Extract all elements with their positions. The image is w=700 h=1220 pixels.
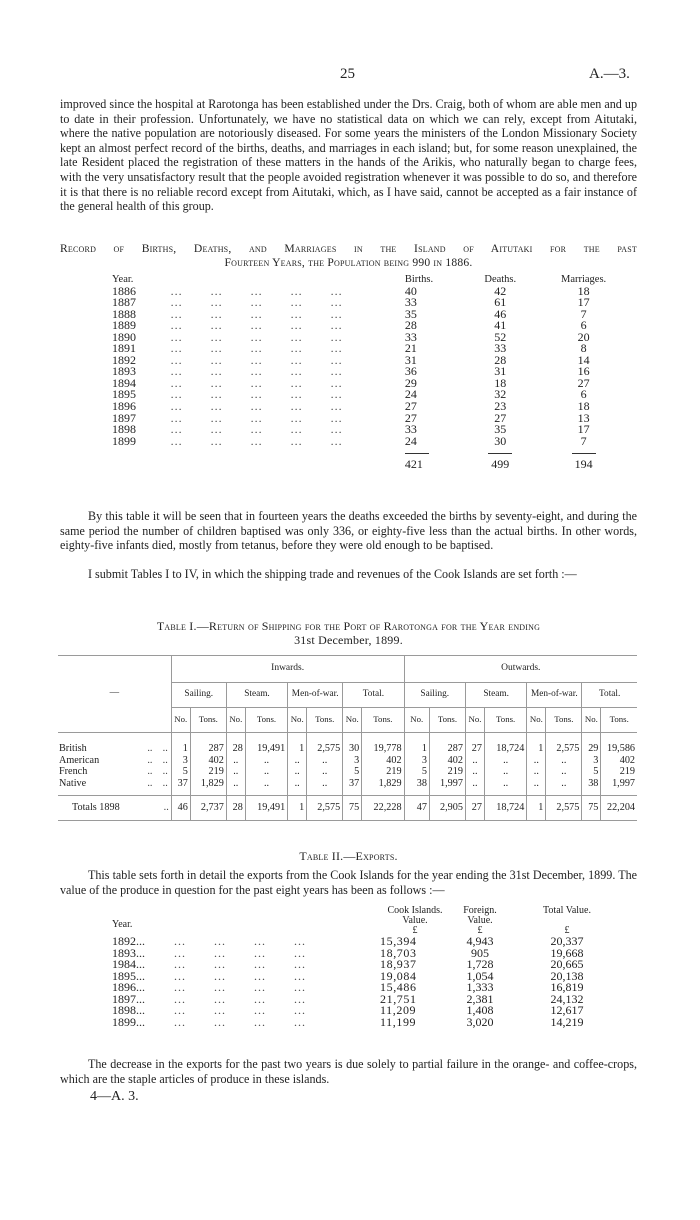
marriages-value: 7 — [580, 306, 587, 321]
births-row — [112, 413, 624, 425]
shipping-cell: 219 — [429, 766, 465, 778]
shipping-cell: 37 — [343, 778, 362, 796]
shipping-cell: 1 — [171, 733, 190, 755]
births-value: 28 — [404, 318, 417, 333]
leader-dots: ... ... ... ... ... — [170, 401, 343, 413]
col-header-tons: Tons. — [245, 708, 287, 733]
shipping-total-cell: 27 — [465, 796, 484, 821]
exports-cook-islands-value: 18,937 — [380, 957, 417, 972]
total-marriages: 194 — [574, 456, 593, 471]
deaths-value: 33 — [494, 341, 507, 356]
shipping-cell: 1,997 — [429, 778, 465, 796]
births-row — [112, 332, 624, 344]
shipping-cell: 402 — [601, 755, 637, 767]
marriages-value: 7 — [580, 433, 587, 448]
document-reference: A.—3. — [589, 66, 630, 82]
shipping-cell: .. — [307, 766, 343, 778]
births-year: 1897 — [112, 410, 136, 425]
shipping-total-cell: 1 — [527, 796, 546, 821]
shipping-total-cell: 47 — [404, 796, 429, 821]
shipping-row — [58, 766, 637, 778]
births-value: 24 — [404, 433, 417, 448]
shipping-cell: 3 — [171, 755, 190, 767]
leader-dots: ... ... ... ... — [162, 982, 306, 994]
births-value: 27 — [404, 399, 417, 414]
exports-table — [112, 906, 624, 1028]
leader-dots: ... ... ... ... — [162, 970, 306, 983]
shipping-cell: .. — [527, 778, 546, 796]
shipping-total-cell: 19,491 — [245, 796, 287, 821]
births-year: 1893 — [112, 364, 136, 379]
shipping-cell: 287 — [429, 733, 465, 755]
leader-dots: ... ... ... ... ... — [170, 285, 343, 298]
col-header-tons: Tons. — [546, 708, 582, 733]
shipping-cell: 19,491 — [245, 733, 287, 755]
col-header-tons: Tons. — [429, 708, 465, 733]
shipping-total-cell: 75 — [582, 796, 601, 821]
shipping-total-cell: 46 — [171, 796, 190, 821]
col-header-no: No. — [404, 708, 429, 733]
shipping-cell: .. — [465, 755, 484, 767]
total-deaths: 499 — [491, 456, 510, 471]
births-year: 1899 — [112, 433, 136, 448]
col-header-tons: Tons. — [601, 708, 637, 733]
marriages-value: 6 — [580, 387, 587, 402]
exports-row — [112, 936, 624, 948]
col-header-tons: Tons. — [362, 708, 404, 733]
births-deaths-marriages-table — [112, 274, 624, 470]
births-year: 1898 — [112, 422, 136, 437]
shipping-cell: .. — [484, 778, 526, 796]
leader-dots: ... ... ... ... ... — [170, 308, 343, 321]
exports-col-cook-1: Cook Islands. — [387, 905, 443, 916]
shipping-cell: 18,724 — [484, 733, 526, 755]
leader-dots: .. .. — [147, 766, 168, 777]
exports-col-foreign-pound: £ — [477, 925, 483, 936]
leader-dots: ... ... ... ... ... — [170, 377, 343, 390]
shipping-cell: 402 — [429, 755, 465, 767]
leader-dots: ... ... ... ... — [162, 993, 306, 1006]
births-value: 29 — [404, 375, 417, 390]
shipping-cell: 1 — [527, 733, 546, 755]
deaths-value: 52 — [494, 329, 507, 344]
col-header-deaths: Deaths. — [484, 274, 517, 286]
leader-dots: ... ... ... ... ... — [170, 389, 343, 402]
marriages-value: 18 — [577, 399, 590, 414]
inwards-men-of-war: Men-of-war. — [288, 683, 343, 708]
births-year: 1886 — [112, 283, 136, 298]
marriages-value: 20 — [577, 329, 590, 344]
exports-col-total: Total Value. — [543, 905, 591, 916]
exports-total-value: 20,138 — [550, 968, 584, 983]
births-value: 33 — [404, 422, 417, 437]
exports-year: 1899... — [112, 1014, 145, 1029]
births-row — [112, 424, 624, 436]
shipping-row — [58, 733, 637, 755]
exports-row — [112, 971, 624, 983]
births-row — [112, 389, 624, 401]
shipping-cell: 1,829 — [362, 778, 404, 796]
shipping-cell: 219 — [190, 766, 226, 778]
marriages-value: 17 — [577, 295, 590, 310]
exports-row — [112, 982, 624, 994]
shipping-cell: 30 — [343, 733, 362, 755]
shipping-cell: .. — [226, 766, 245, 778]
col-header-year: Year. — [112, 274, 134, 286]
group-inwards: Inwards. — [171, 656, 404, 683]
marriages-value: 17 — [577, 422, 590, 437]
deaths-value: 46 — [494, 306, 507, 321]
marriages-value: 13 — [577, 410, 590, 425]
exports-cook-islands-value: 19,084 — [380, 968, 417, 983]
births-value: 31 — [404, 352, 417, 367]
exports-year: 1984... — [112, 957, 145, 972]
leader-dots: ... ... ... ... — [162, 947, 306, 960]
births-row — [112, 378, 624, 390]
leader-dots: ... ... ... ... — [162, 959, 306, 971]
exports-foreign-value: 1,333 — [466, 980, 494, 995]
exports-cook-islands-value: 21,751 — [380, 991, 417, 1006]
deaths-value: 35 — [494, 422, 507, 437]
col-header-no: No. — [343, 708, 362, 733]
births-year: 1891 — [112, 341, 136, 356]
exports-foreign-value: 1,408 — [466, 1003, 494, 1018]
leader-dots: ... ... ... ... ... — [170, 354, 343, 367]
shipping-cell: 19,778 — [362, 733, 404, 755]
births-table-caption-line1: Record of Births, Deaths, and Marriages in the Island of Aitutaki for the past — [60, 242, 637, 255]
shipping-cell: 1 — [288, 733, 307, 755]
exports-total-value: 19,668 — [550, 945, 584, 960]
deaths-value: 27 — [494, 410, 507, 425]
exports-row — [112, 994, 624, 1006]
exports-total-value: 12,617 — [550, 1003, 584, 1018]
deaths-value: 42 — [494, 283, 507, 298]
deaths-value: 32 — [494, 387, 507, 402]
shipping-cell: .. — [465, 766, 484, 778]
page-number: 25 — [340, 66, 355, 82]
shipping-cell: 2,575 — [546, 733, 582, 755]
births-value: 33 — [404, 295, 417, 310]
outwards-men-of-war: Men-of-war. — [527, 683, 582, 708]
births-value: 36 — [404, 364, 417, 379]
shipping-cell: 37 — [171, 778, 190, 796]
shipping-cell: .. — [245, 766, 287, 778]
exports-row — [112, 1005, 624, 1017]
shipping-cell: 219 — [362, 766, 404, 778]
shipping-totals-label: Totals 1898 .. — [58, 796, 171, 821]
exports-year: 1895... — [112, 968, 145, 983]
shipping-cell: .. — [527, 766, 546, 778]
shipping-total-cell: 2,737 — [190, 796, 226, 821]
births-value: 40 — [404, 283, 417, 298]
body-paragraph-tables-intro: I submit Tables I to IV, in which the shipping trade and revenues of the Cook Islands are set forth :— — [88, 567, 577, 581]
shipping-cell: 1 — [404, 733, 429, 755]
births-table-caption-line2: Fourteen Years, the Population being 990 in 1886. — [224, 256, 473, 269]
leader-dots: ... ... ... ... — [162, 1005, 306, 1017]
col-header-no: No. — [465, 708, 484, 733]
group-outwards: Outwards. — [404, 656, 637, 683]
exports-row — [112, 1017, 624, 1029]
leader-dots: .. — [163, 802, 169, 814]
exports-cook-islands-value: 15,394 — [380, 934, 417, 949]
exports-row — [112, 959, 624, 971]
shipping-cell: .. — [307, 755, 343, 767]
shipping-cell: .. — [465, 778, 484, 796]
shipping-cell: .. — [484, 766, 526, 778]
shipping-cell: .. — [527, 755, 546, 767]
births-row — [112, 366, 624, 378]
shipping-row — [58, 755, 637, 767]
deaths-value: 31 — [494, 364, 507, 379]
births-value: 35 — [404, 306, 417, 321]
leader-dots: ... ... ... ... ... — [170, 435, 343, 448]
marriages-value: 18 — [577, 283, 590, 298]
exports-col-year: Year. — [112, 919, 133, 930]
shipping-row-label: British .. .. — [58, 733, 171, 755]
births-row — [112, 343, 624, 355]
leader-dots: .. .. — [147, 743, 168, 754]
births-row — [112, 309, 624, 321]
total-births: 421 — [404, 456, 423, 471]
births-value: 24 — [404, 387, 417, 402]
shipping-total-cell: 1 — [288, 796, 307, 821]
deaths-value: 61 — [494, 295, 507, 310]
col-header-tons: Tons. — [190, 708, 226, 733]
exports-year: 1892... — [112, 934, 145, 949]
births-row — [112, 436, 624, 448]
shipping-cell: .. — [546, 755, 582, 767]
deaths-value: 28 — [494, 352, 507, 367]
marriages-value: 8 — [580, 341, 587, 356]
shipping-table-caption-line2: 31st December, 1899. — [294, 633, 403, 647]
col-header-no: No. — [226, 708, 245, 733]
shipping-cell: 3 — [582, 755, 601, 767]
exports-table-caption: Table II.—Exports. — [299, 849, 398, 863]
outwards-total: Total. — [582, 683, 637, 708]
leader-dots: ... ... ... ... ... — [170, 424, 343, 436]
births-year: 1889 — [112, 318, 136, 333]
shipping-cell: .. — [484, 755, 526, 767]
outwards-steam: Steam. — [465, 683, 526, 708]
inwards-total: Total. — [343, 683, 404, 708]
shipping-cell: .. — [546, 766, 582, 778]
shipping-cell: 5 — [343, 766, 362, 778]
exports-total-value: 20,665 — [550, 957, 584, 972]
shipping-total-cell: 2,575 — [546, 796, 582, 821]
body-paragraph-analysis: By this table it will be seen that in fourteen years the deaths exceeded the births by seventy-eight, and during the same period the number of children baptised was only 336, or eighty-five less than the actual births. In other words, eighty-five infants died, mostly from tetanus, before they were old enough to be baptised. — [60, 509, 637, 553]
shipping-cell: 402 — [362, 755, 404, 767]
col-header-tons: Tons. — [484, 708, 526, 733]
deaths-value: 23 — [494, 399, 507, 414]
exports-total-value: 24,132 — [550, 991, 584, 1006]
col-header-no: No. — [288, 708, 307, 733]
leader-dots: ... ... ... ... ... — [170, 412, 343, 425]
shipping-row-label: American .. .. — [58, 755, 171, 767]
exports-year: 1898... — [112, 1003, 145, 1018]
exports-col-cook-2: Value. — [402, 915, 428, 926]
exports-cook-islands-value: 15,486 — [380, 980, 417, 995]
shipping-cell: .. — [288, 755, 307, 767]
footer-reference: 4—A. 3. — [90, 1089, 139, 1104]
shipping-cell: 5 — [582, 766, 601, 778]
shipping-cell: 38 — [582, 778, 601, 796]
shipping-total-cell: 28 — [226, 796, 245, 821]
shipping-cell: 1,829 — [190, 778, 226, 796]
leader-dots: ... ... ... ... ... — [170, 366, 343, 378]
exports-col-foreign-1: Foreign. — [463, 905, 497, 916]
births-year: 1894 — [112, 375, 136, 390]
leader-dots: ... ... ... ... — [162, 1016, 306, 1029]
births-row — [112, 286, 624, 298]
exports-cook-islands-value: 18,703 — [380, 945, 417, 960]
exports-total-value: 16,819 — [550, 980, 584, 995]
exports-foreign-value: 4,943 — [466, 934, 494, 949]
births-value: 33 — [404, 329, 417, 344]
marriages-value: 6 — [580, 318, 587, 333]
exports-foreign-value: 1,728 — [466, 957, 494, 972]
shipping-total-cell: 18,724 — [484, 796, 526, 821]
shipping-cell: 29 — [582, 733, 601, 755]
births-year: 1887 — [112, 295, 136, 310]
leader-dots: .. .. — [147, 754, 168, 766]
exports-cook-islands-value: 11,209 — [380, 1003, 417, 1018]
shipping-cell: .. — [307, 778, 343, 796]
shipping-cell: 402 — [190, 755, 226, 767]
exports-total-value: 14,219 — [550, 1014, 584, 1029]
exports-foreign-value: 2,381 — [466, 991, 494, 1006]
col-header-births: Births. — [404, 274, 434, 286]
leader-dots: ... ... ... ... ... — [170, 297, 343, 309]
exports-year: 1896... — [112, 980, 145, 995]
shipping-row — [58, 778, 637, 796]
births-value: 21 — [404, 341, 417, 356]
inwards-sailing: Sailing. — [171, 683, 226, 708]
shipping-total-cell: 22,204 — [601, 796, 637, 821]
exports-col-foreign-2: Value. — [467, 915, 493, 926]
shipping-cell: .. — [288, 778, 307, 796]
marriages-value: 27 — [577, 375, 590, 390]
exports-foreign-value: 1,054 — [466, 968, 494, 983]
marriages-value: 14 — [577, 352, 590, 367]
shipping-total-cell: 75 — [343, 796, 362, 821]
leader-dots: ... ... ... ... — [162, 936, 306, 948]
leader-dots: .. .. — [147, 777, 168, 789]
shipping-row-label: Native .. .. — [58, 778, 171, 796]
shipping-cell: 287 — [190, 733, 226, 755]
births-row — [112, 297, 624, 309]
exports-cook-islands-value: 11,199 — [380, 1014, 417, 1029]
exports-col-total-pound: £ — [564, 925, 570, 936]
births-row — [112, 355, 624, 367]
shipping-cell: 19,586 — [601, 733, 637, 755]
shipping-cell: 2,575 — [307, 733, 343, 755]
shipping-return-table — [58, 655, 637, 821]
births-year: 1895 — [112, 387, 136, 402]
shipping-cell: 27 — [465, 733, 484, 755]
shipping-table-caption-line1: Table I.—Return of Shipping for the Port of Rarotonga for the Year ending — [156, 619, 541, 633]
deaths-value: 30 — [494, 433, 507, 448]
exports-col-cook-pound: £ — [412, 925, 418, 936]
births-row — [112, 401, 624, 413]
shipping-cell: .. — [226, 778, 245, 796]
births-year: 1896 — [112, 399, 136, 414]
shipping-row-label: French .. .. — [58, 766, 171, 778]
col-header-no: No. — [527, 708, 546, 733]
shipping-cell: 28 — [226, 733, 245, 755]
leader-dots: ... ... ... ... ... — [170, 331, 343, 344]
births-year: 1892 — [112, 352, 136, 367]
shipping-stub-header: — — [58, 656, 171, 733]
body-paragraph-health: improved since the hospital at Rarotonga has been established under the Drs. Craig, both of whom are able men and up to date in their profession. Unfortunately, we have no statistical data on which we can rely, except from Aitutaki, where the native population are notoriously diseased. For some years the ministers of the London Missionary Society kept an almost perfect record of the births, deaths, and marriages in each island; but, for some reason unexplained, the late Resident placed the registration of these matters in the hands of the Arikis, who naturally began to charge fees, with the very unsatisfactory result that the people avoided registration whenever it was possible to do so, and therefore it is that there is no reliable record except from Aitutaki, which, as I have said, cannot be accepted as a fair instance of the general health of this group. — [60, 97, 637, 214]
births-year: 1888 — [112, 306, 136, 321]
exports-year: 1893... — [112, 945, 145, 960]
shipping-total-cell: 22,228 — [362, 796, 404, 821]
leader-dots: ... ... ... ... ... — [170, 343, 343, 355]
leader-dots: ... ... ... ... ... — [170, 320, 343, 332]
exports-foreign-value: 905 — [471, 945, 489, 960]
exports-row — [112, 948, 624, 960]
col-header-marriages: Marriages. — [560, 274, 607, 286]
inwards-steam: Steam. — [226, 683, 287, 708]
shipping-cell: 219 — [601, 766, 637, 778]
exports-year: 1897... — [112, 991, 145, 1006]
deaths-value: 41 — [494, 318, 507, 333]
births-year: 1890 — [112, 329, 136, 344]
outwards-sailing: Sailing. — [404, 683, 465, 708]
births-row — [112, 320, 624, 332]
exports-intro-paragraph: This table sets forth in detail the exports from the Cook Islands for the year ending the 31st December, 1899. The value of the produce in question for the past eight years has been as follows :— — [60, 868, 637, 897]
births-value: 27 — [404, 410, 417, 425]
shipping-cell: 5 — [171, 766, 190, 778]
shipping-cell: 5 — [404, 766, 429, 778]
shipping-cell: .. — [546, 778, 582, 796]
exports-foreign-value: 3,020 — [466, 1014, 494, 1029]
exports-total-value: 20,337 — [550, 934, 584, 949]
col-header-tons: Tons. — [307, 708, 343, 733]
shipping-cell: 3 — [404, 755, 429, 767]
shipping-cell: 3 — [343, 755, 362, 767]
shipping-cell: .. — [226, 755, 245, 767]
col-header-no: No. — [171, 708, 190, 733]
body-paragraph-exports-decrease: The decrease in the exports for the past two years is due solely to partial failure in the orange- and coffee-crops, which are the staple articles of produce in these islands. — [60, 1057, 637, 1086]
shipping-total-cell: 2,575 — [307, 796, 343, 821]
shipping-cell: .. — [245, 755, 287, 767]
shipping-cell: 1,997 — [601, 778, 637, 796]
shipping-total-cell: 2,905 — [429, 796, 465, 821]
col-header-no: No. — [582, 708, 601, 733]
shipping-cell: .. — [245, 778, 287, 796]
marriages-value: 16 — [577, 364, 590, 379]
deaths-value: 18 — [494, 375, 507, 390]
shipping-cell: 38 — [404, 778, 429, 796]
shipping-cell: .. — [288, 766, 307, 778]
